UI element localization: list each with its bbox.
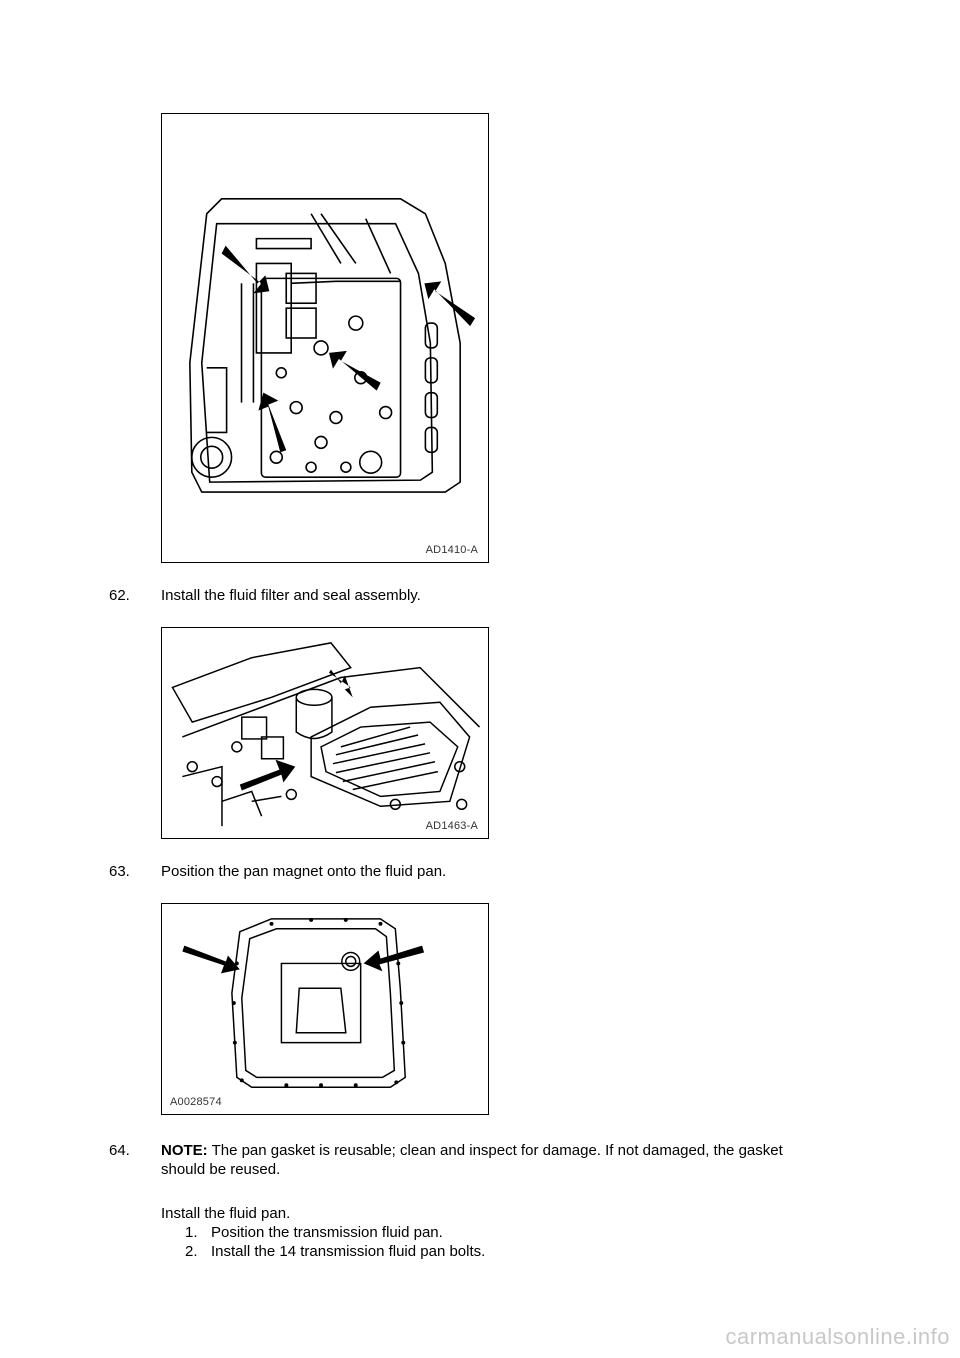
note	[161, 1141, 783, 1160]
figure-valve-body	[161, 113, 489, 563]
step-text: Install the fluid pan.	[161, 1205, 291, 1222]
substep-1-text: Position the transmission fluid pan.	[211, 1224, 443, 1241]
step-number: 64.	[109, 1142, 130, 1159]
figure-fluid-pan	[161, 903, 489, 1115]
figure-fluid-filter	[161, 627, 489, 839]
figure-label: AD1410-A	[425, 544, 478, 556]
substep-2	[185, 1242, 198, 1261]
figure-label: AD1463-A	[425, 820, 478, 832]
note-text: The pan gasket is reusable; clean and inspect for damage. If not damaged, the gasket	[207, 1142, 783, 1159]
fluid-pan-illustration	[162, 904, 488, 1114]
substep-2-text: Install the 14 transmission fluid pan bolts.	[211, 1243, 486, 1260]
valve-body-illustration	[162, 114, 488, 562]
note-label: NOTE:	[161, 1142, 208, 1159]
step-text: Install the fluid filter and seal assembly.	[161, 587, 421, 604]
fluid-filter-illustration	[162, 628, 488, 838]
step-63	[109, 862, 859, 882]
substep-number: 2.	[185, 1243, 198, 1260]
watermark: carmanualsonline.info	[725, 1324, 950, 1349]
step-number: 62.	[109, 587, 130, 604]
substep-1	[185, 1223, 198, 1242]
step-number: 63.	[109, 863, 130, 880]
note-text-continued: should be reused.	[161, 1161, 281, 1178]
step-text: Position the pan magnet onto the fluid pan.	[161, 863, 447, 880]
substep-number: 1.	[185, 1224, 198, 1241]
figure-label: A0028574	[170, 1096, 222, 1108]
step-62	[109, 586, 859, 606]
